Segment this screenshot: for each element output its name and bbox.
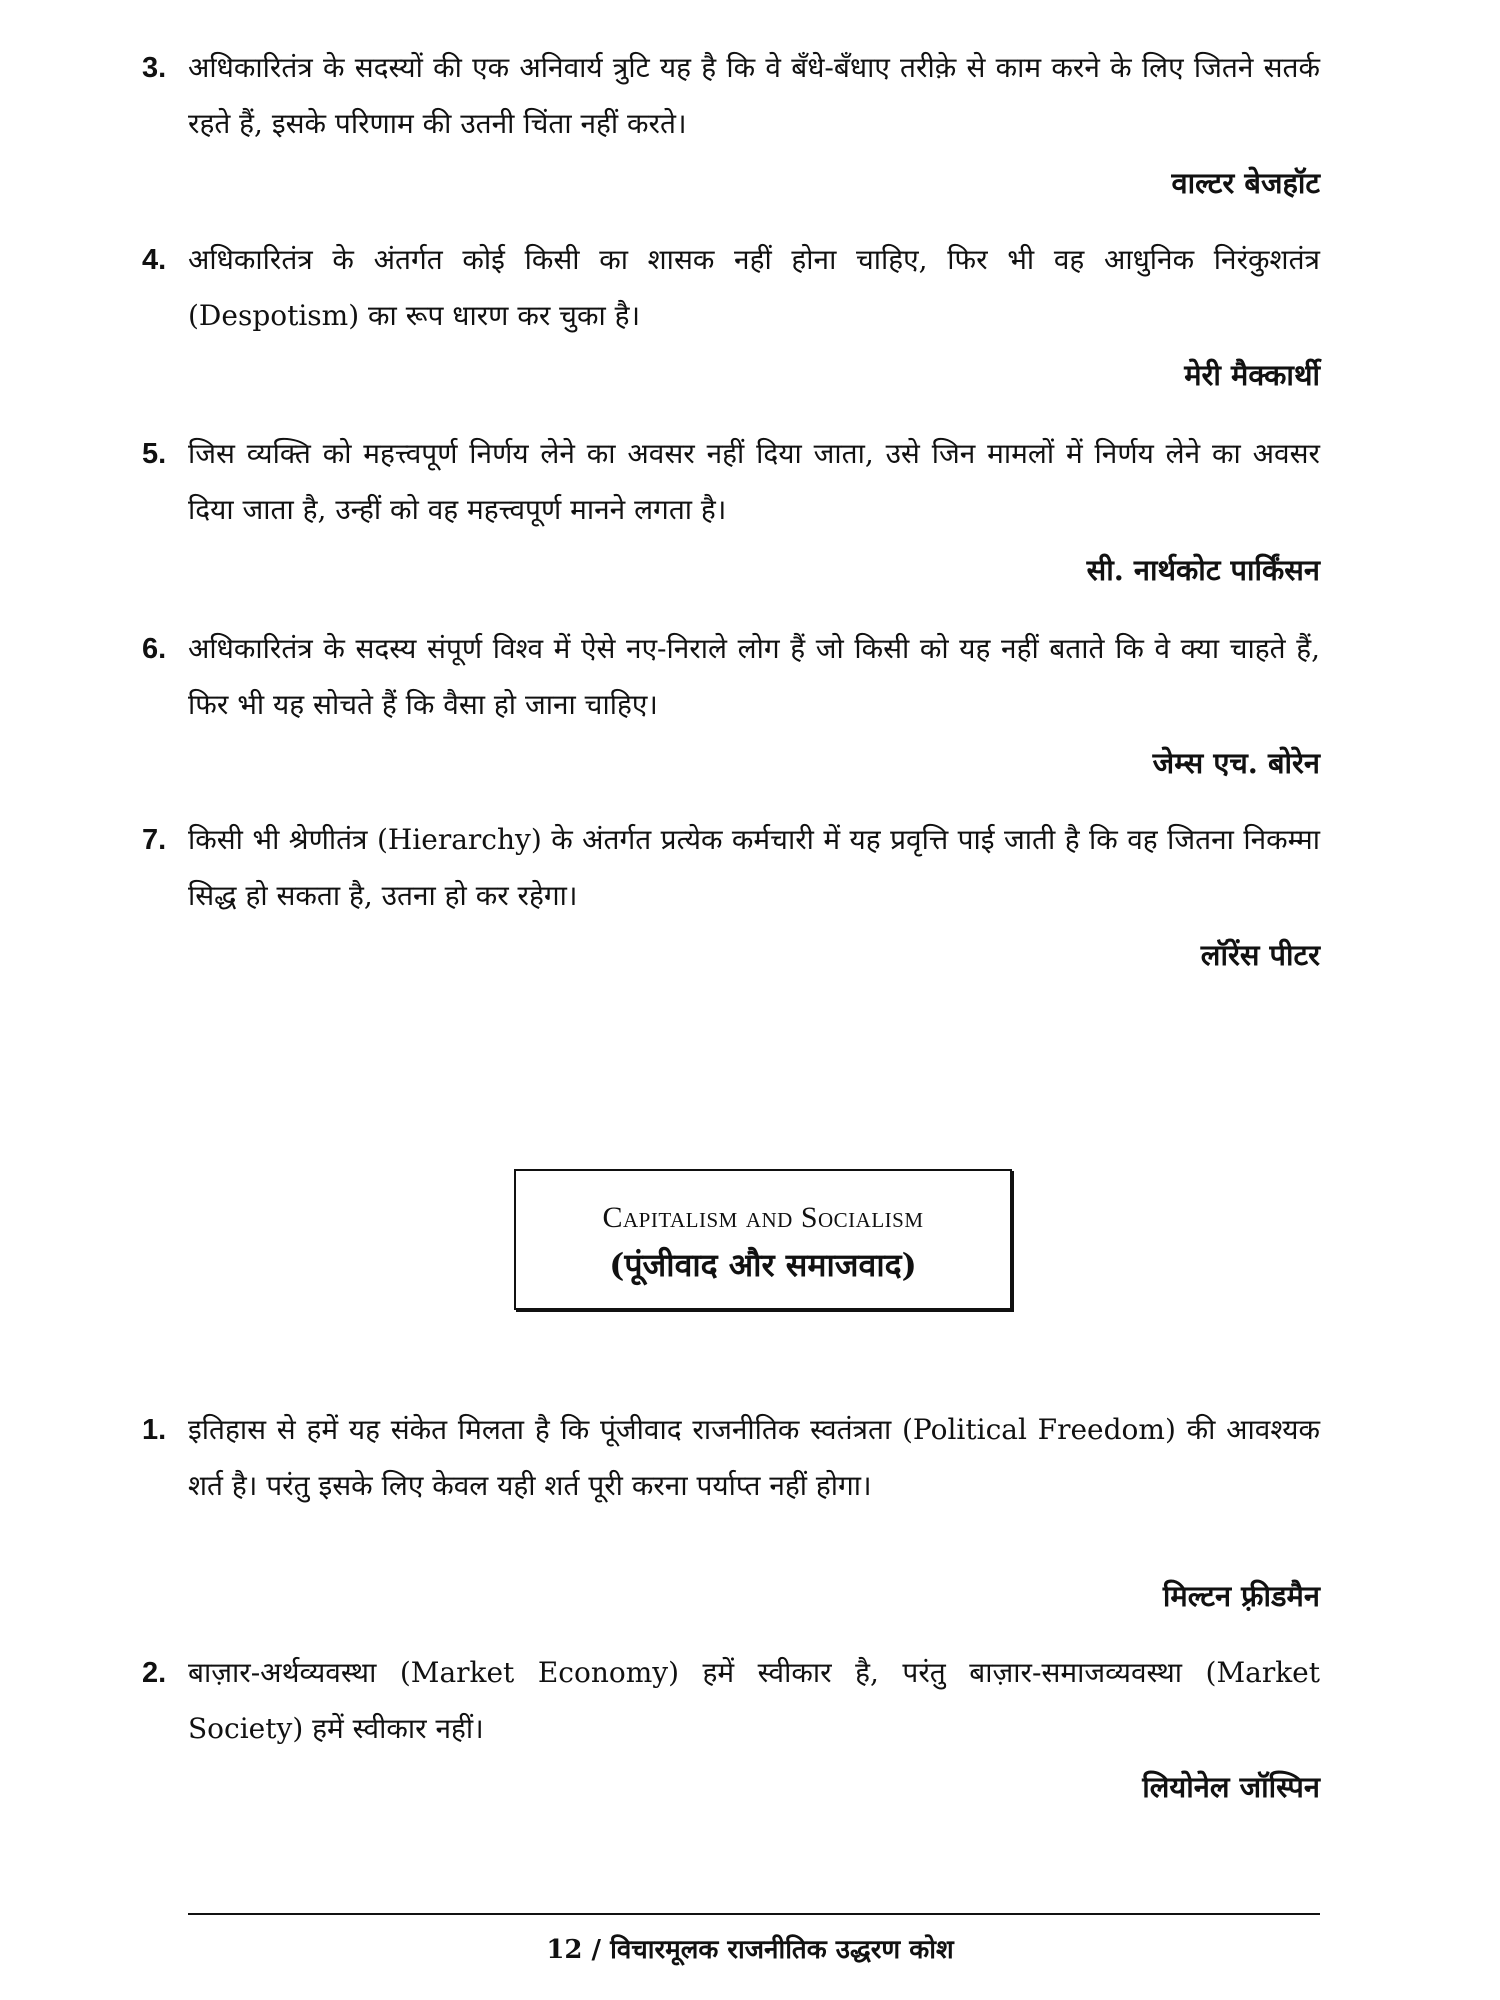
quote-number: 6. (142, 633, 167, 665)
quote-number: 3. (142, 52, 167, 84)
quote-item (142, 232, 1320, 344)
quote-text: जिस व्यक्ति को महत्त्वपूर्ण निर्णय लेने का अवसर नहीं दिया जाता, उसे जिन मामलों में निर्णय लेने का अवसर दिया जाता है, उन्हीं को वह महत्त्वपूर्ण मानने लगता है। (188, 437, 1321, 526)
quote-item (142, 426, 1321, 538)
quote-text: किसी भी श्रेणीतंत्र (Hierarchy) के अंतर्गत प्रत्येक कर्मचारी में यह प्रवृत्ति पाई जाती है कि वह जितना निकम्मा सिद्ध हो सकता है, उतना हो कर रहेगा। (188, 823, 1320, 912)
quote-text: बाज़ार-अर्थव्यवस्था (Market Economy) हमें स्वीकार है, परंतु बाज़ार-समाजव्यवस्था (Market Society) हमें स्वीकार नहीं। (188, 1656, 1320, 1745)
quote-author: लियोनेल जॉस्पिन (1142, 1770, 1320, 1804)
quote-text: इतिहास से हमें यह संकेत मिलता है कि पूंजीवाद राजनीतिक स्वतंत्रता (Political Freedom) की आवश्यक शर्त है। परंतु इसके लिए केवल यही शर्त पूरी करना पर्याप्त नहीं होगा। (188, 1413, 1320, 1502)
quote-item (142, 40, 1320, 152)
page-footer: 12 / विचारमूलक राजनीतिक उद्धरण कोश (546, 1935, 954, 1965)
quote-number: 1. (142, 1414, 167, 1446)
section-title-english: Capitalism and Socialism (602, 1201, 924, 1234)
quote-item (142, 621, 1320, 733)
section-title-hindi: (पूंजीवाद और समाजवाद) (609, 1246, 917, 1284)
quote-author: जेम्स एच. बोरेन (1152, 746, 1320, 780)
footer-divider (188, 1913, 1320, 1915)
quote-number: 4. (142, 244, 167, 276)
section-heading-box (514, 1169, 1012, 1310)
quote-text: अधिकारितंत्र के अंतर्गत कोई किसी का शासक नहीं होना चाहिए, फिर भी वह आधुनिक निरंकुशतंत्र (Despotism) का रूप धारण कर चुका है। (188, 243, 1320, 332)
quote-author: वाल्टर बेजहॉट (1171, 166, 1320, 200)
quote-number: 2. (142, 1657, 167, 1689)
quote-number: 5. (142, 438, 167, 470)
quote-item (142, 1645, 1320, 1757)
quote-number: 7. (142, 824, 167, 856)
quote-author: मेरी मैक्कार्थी (1184, 358, 1320, 392)
quote-author: लॉरेंस पीटर (1200, 938, 1320, 972)
quote-author: मिल्टन फ़्रीडमैन (1162, 1579, 1320, 1613)
quote-item (142, 1402, 1320, 1514)
quote-text: अधिकारितंत्र के सदस्यों की एक अनिवार्य त्रुटि यह है कि वे बँधे-बँधाए तरीक़े से काम करने के लिए जितने सतर्क रहते हैं, इसके परिणाम की उतनी चिंता नहीं करते। (188, 51, 1320, 140)
quote-text: अधिकारितंत्र के सदस्य संपूर्ण विश्व में ऐसे नए-निराले लोग हैं जो किसी को यह नहीं बताते कि वे क्या चाहते हैं, फिर भी यह सोचते हैं कि वैसा हो जाना चाहिए। (188, 632, 1320, 721)
quote-author: सी. नार्थकोट पार्किंसन (1086, 553, 1320, 587)
quote-item (142, 812, 1320, 924)
